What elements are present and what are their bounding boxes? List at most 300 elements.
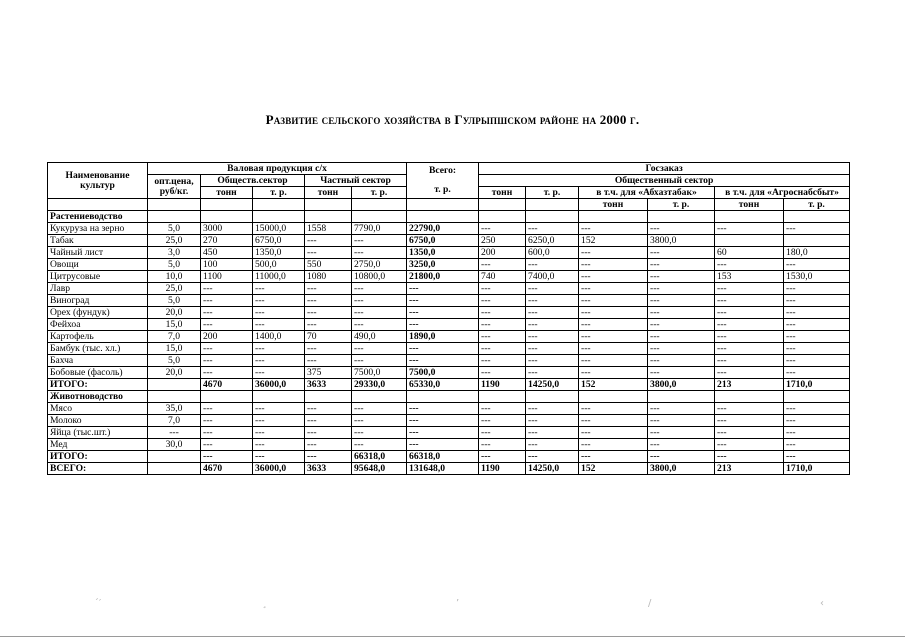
row-cell: --- [352, 439, 407, 451]
row-cell: --- [201, 415, 253, 427]
row-cell: --- [479, 319, 526, 331]
row-name: Картофель [48, 331, 148, 343]
row-cell: 2750,0 [352, 259, 407, 271]
row-cell: --- [715, 403, 784, 415]
empty-cell [715, 391, 784, 403]
row-cell: --- [201, 451, 253, 463]
row-cell: 36000,0 [253, 379, 305, 391]
row-cell: 500,0 [253, 259, 305, 271]
scan-artifact-mark: ’ [456, 598, 460, 609]
row-cell: --- [479, 427, 526, 439]
row-name: Виноград [48, 295, 148, 307]
header-public-tons: тонн [201, 187, 253, 199]
row-cell: 21800,0 [407, 271, 479, 283]
row-cell: --- [648, 283, 715, 295]
empty-cell [784, 391, 850, 403]
row-cell: --- [715, 223, 784, 235]
row-cell: --- [784, 223, 850, 235]
row-cell: --- [715, 343, 784, 355]
row-cell: --- [479, 283, 526, 295]
row-cell: 66318,0 [407, 451, 479, 463]
row-cell: --- [407, 427, 479, 439]
row-cell: 1890,0 [407, 331, 479, 343]
row-cell: 5,0 [148, 223, 201, 235]
row-cell: --- [305, 235, 352, 247]
row-cell: --- [526, 355, 579, 367]
row-cell: 152 [579, 379, 648, 391]
row-cell: 450 [201, 247, 253, 259]
row-cell: 250 [479, 235, 526, 247]
table-row [48, 235, 850, 247]
row-cell: --- [253, 295, 305, 307]
row-cell: --- [715, 319, 784, 331]
row-cell: 3800,0 [648, 235, 715, 247]
header-agro-tr: т. р. [784, 199, 850, 211]
row-cell [148, 463, 201, 475]
row-cell: --- [352, 235, 407, 247]
row-cell: --- [648, 451, 715, 463]
row-cell: --- [407, 343, 479, 355]
empty-cell [352, 391, 407, 403]
row-cell: 3000 [201, 223, 253, 235]
row-cell: --- [201, 343, 253, 355]
row-cell: --- [201, 295, 253, 307]
header-incl-agro: в т.ч. для «Агроснабсбыт» [715, 187, 850, 199]
row-cell [148, 451, 201, 463]
row-cell: --- [526, 403, 579, 415]
row-cell: --- [201, 367, 253, 379]
row-cell: 6750,0 [253, 235, 305, 247]
row-cell: 1100 [201, 271, 253, 283]
row-cell: --- [715, 307, 784, 319]
row-cell: --- [479, 259, 526, 271]
row-cell: --- [526, 427, 579, 439]
row-cell: --- [648, 403, 715, 415]
table-row [48, 295, 850, 307]
row-cell: --- [526, 319, 579, 331]
table-row [48, 355, 850, 367]
scan-artifact-mark: ¸ [262, 598, 267, 609]
row-cell: --- [201, 319, 253, 331]
row-cell: 180,0 [784, 247, 850, 259]
table-row [48, 331, 850, 343]
row-cell: 3633 [305, 463, 352, 475]
row-cell: --- [305, 427, 352, 439]
row-cell: --- [305, 307, 352, 319]
row-cell: --- [407, 283, 479, 295]
row-cell: --- [407, 295, 479, 307]
row-name: ИТОГО: [48, 379, 148, 391]
row-cell: --- [579, 319, 648, 331]
row-cell: --- [648, 271, 715, 283]
row-cell: --- [407, 439, 479, 451]
row-cell: 6750,0 [407, 235, 479, 247]
row-cell: --- [352, 247, 407, 259]
row-cell: 3800,0 [648, 379, 715, 391]
row-cell: 200 [479, 247, 526, 259]
row-cell: --- [784, 331, 850, 343]
row-cell: 7790,0 [352, 223, 407, 235]
row-cell: --- [579, 415, 648, 427]
row-cell: 153 [715, 271, 784, 283]
empty-cell [352, 211, 407, 223]
row-cell: --- [352, 427, 407, 439]
row-cell: --- [715, 355, 784, 367]
row-cell: --- [407, 415, 479, 427]
row-cell: --- [715, 367, 784, 379]
row-cell: --- [253, 283, 305, 295]
header-public-sector: Обществ.сектор [201, 175, 305, 187]
row-cell: --- [526, 283, 579, 295]
empty-cell [253, 211, 305, 223]
empty-cell [407, 391, 479, 403]
row-cell: 60 [715, 247, 784, 259]
row-cell: --- [784, 283, 850, 295]
row-cell: 5,0 [148, 259, 201, 271]
row-cell: --- [526, 451, 579, 463]
row-cell: --- [784, 451, 850, 463]
row-cell: --- [526, 307, 579, 319]
row-cell: 4670 [201, 463, 253, 475]
row-cell: --- [407, 355, 479, 367]
row-cell: --- [253, 355, 305, 367]
row-cell: 35,0 [148, 403, 201, 415]
row-cell: 740 [479, 271, 526, 283]
empty-cell [201, 211, 253, 223]
header-row-4 [48, 199, 850, 211]
row-cell: 15,0 [148, 343, 201, 355]
row-cell: --- [479, 403, 526, 415]
row-cell: --- [526, 343, 579, 355]
row-cell: --- [526, 367, 579, 379]
row-cell: --- [479, 439, 526, 451]
empty-cell [201, 391, 253, 403]
row-name: Бахча [48, 355, 148, 367]
empty-cell [526, 211, 579, 223]
empty-cell [715, 211, 784, 223]
row-cell: 20,0 [148, 367, 201, 379]
row-cell: --- [479, 223, 526, 235]
row-cell: --- [201, 283, 253, 295]
empty-cell [526, 391, 579, 403]
row-name: Молоко [48, 415, 148, 427]
row-cell: --- [479, 307, 526, 319]
scan-artifact-mark: ‹ [820, 598, 824, 609]
row-cell: --- [352, 283, 407, 295]
row-cell: --- [648, 343, 715, 355]
row-cell: --- [305, 439, 352, 451]
header-gross: Валовая продукция с/х [148, 163, 407, 175]
row-name: Мясо [48, 403, 148, 415]
empty-cell [784, 211, 850, 223]
row-cell: 14250,0 [526, 379, 579, 391]
header-abkhaz-tr: т. р. [648, 199, 715, 211]
row-cell: 270 [201, 235, 253, 247]
row-cell: --- [784, 307, 850, 319]
header-state-tons: тонн [479, 187, 526, 199]
row-cell: 490,0 [352, 331, 407, 343]
row-cell: --- [715, 451, 784, 463]
row-cell: --- [715, 415, 784, 427]
row-cell: --- [253, 451, 305, 463]
row-cell: --- [526, 439, 579, 451]
row-cell [784, 235, 850, 247]
row-cell: --- [201, 427, 253, 439]
row-cell: 200 [201, 331, 253, 343]
row-cell: --- [253, 319, 305, 331]
row-cell: --- [715, 427, 784, 439]
header-state-order: Госзаказ [479, 163, 850, 175]
row-cell: 1190 [479, 463, 526, 475]
empty-cell [479, 391, 526, 403]
row-cell: --- [784, 415, 850, 427]
row-cell: 1710,0 [784, 379, 850, 391]
table-row [48, 247, 850, 259]
row-cell: --- [579, 367, 648, 379]
table-body [48, 163, 850, 475]
row-cell: --- [784, 355, 850, 367]
row-cell: 22790,0 [407, 223, 479, 235]
row-cell [148, 379, 201, 391]
row-cell: --- [579, 331, 648, 343]
row-cell: 1530,0 [784, 271, 850, 283]
header-public-tr: т. р. [253, 187, 305, 199]
row-cell: --- [579, 259, 648, 271]
row-cell: 1558 [305, 223, 352, 235]
total-row [48, 463, 850, 475]
row-cell: 3,0 [148, 247, 201, 259]
row-cell: 5,0 [148, 295, 201, 307]
row-cell: 1350,0 [253, 247, 305, 259]
row-cell: --- [579, 295, 648, 307]
row-cell: --- [201, 439, 253, 451]
row-cell: --- [479, 331, 526, 343]
row-cell: --- [579, 223, 648, 235]
row-cell: --- [648, 415, 715, 427]
row-cell: --- [648, 295, 715, 307]
row-cell: --- [352, 307, 407, 319]
row-cell: 1400,0 [253, 331, 305, 343]
row-cell: --- [526, 295, 579, 307]
row-cell: 3800,0 [648, 463, 715, 475]
section-row [48, 391, 850, 403]
row-cell: --- [352, 343, 407, 355]
row-cell: --- [253, 343, 305, 355]
row-cell: --- [352, 355, 407, 367]
empty-cell [305, 391, 352, 403]
header-row-1 [48, 163, 850, 175]
header-abkhaz-tons: тонн [579, 199, 648, 211]
row-cell: 14250,0 [526, 463, 579, 475]
row-cell: --- [479, 295, 526, 307]
row-cell: --- [784, 439, 850, 451]
row-cell: --- [715, 283, 784, 295]
row-cell: --- [201, 307, 253, 319]
empty-cell [648, 391, 715, 403]
row-cell: 4670 [201, 379, 253, 391]
row-cell: --- [579, 355, 648, 367]
empty-cell [253, 391, 305, 403]
row-cell: 29330,0 [352, 379, 407, 391]
row-cell: 36000,0 [253, 463, 305, 475]
row-cell: --- [253, 307, 305, 319]
row-cell: 7500,0 [407, 367, 479, 379]
row-cell: --- [648, 247, 715, 259]
row-cell: --- [784, 343, 850, 355]
row-cell: --- [407, 319, 479, 331]
row-name: Бобовые (фасоль) [48, 367, 148, 379]
row-cell: --- [526, 415, 579, 427]
row-cell: --- [579, 271, 648, 283]
row-cell: 20,0 [148, 307, 201, 319]
row-cell: --- [526, 259, 579, 271]
row-cell: --- [579, 439, 648, 451]
row-cell: 65330,0 [407, 379, 479, 391]
row-cell: --- [148, 427, 201, 439]
row-cell: --- [715, 259, 784, 271]
row-cell: --- [479, 343, 526, 355]
row-cell: --- [784, 319, 850, 331]
row-cell: 66318,0 [352, 451, 407, 463]
row-cell: --- [305, 319, 352, 331]
row-name: ВСЕГО: [48, 463, 148, 475]
empty-cell [148, 391, 201, 403]
row-cell: --- [352, 415, 407, 427]
row-cell: --- [784, 403, 850, 415]
row-cell: --- [579, 451, 648, 463]
row-cell: --- [407, 403, 479, 415]
row-cell: --- [648, 259, 715, 271]
row-cell: --- [526, 331, 579, 343]
row-cell: --- [407, 307, 479, 319]
row-cell: --- [479, 355, 526, 367]
scan-edge-line [0, 636, 905, 637]
row-cell: --- [201, 355, 253, 367]
empty-cell [579, 391, 648, 403]
row-cell: 70 [305, 331, 352, 343]
row-cell: --- [305, 451, 352, 463]
row-cell: --- [526, 223, 579, 235]
empty-cell [148, 211, 201, 223]
row-cell: --- [648, 223, 715, 235]
row-cell: --- [784, 367, 850, 379]
row-cell: --- [352, 295, 407, 307]
row-name: ИТОГО: [48, 451, 148, 463]
document-title: Развитие сельского хозяйства в Гулрыпшском районе на 2000 г. [265, 112, 640, 127]
row-cell: --- [784, 295, 850, 307]
header-culture: Наименование культур [48, 163, 148, 199]
row-cell: --- [648, 331, 715, 343]
row-cell: --- [579, 403, 648, 415]
table-row [48, 403, 850, 415]
row-cell: --- [715, 331, 784, 343]
empty-cell [305, 211, 352, 223]
row-cell: 152 [579, 463, 648, 475]
header-private-sector: Частный сектор [305, 175, 407, 187]
table-row [48, 319, 850, 331]
row-name: Табак [48, 235, 148, 247]
row-cell: 15000,0 [253, 223, 305, 235]
total-row [48, 379, 850, 391]
agriculture-table [47, 162, 850, 475]
row-cell: 550 [305, 259, 352, 271]
header-incl-abkhaz: в т.ч. для «Абхазтабак» [579, 187, 715, 199]
row-name: Мед [48, 439, 148, 451]
row-cell: --- [479, 415, 526, 427]
empty-cell [407, 211, 479, 223]
row-cell: --- [253, 427, 305, 439]
empty-cell [648, 211, 715, 223]
row-cell: --- [201, 403, 253, 415]
row-cell: --- [648, 355, 715, 367]
header-opt-price: опт.цена, руб/кг. [148, 175, 201, 199]
row-cell: --- [253, 439, 305, 451]
row-cell: --- [253, 367, 305, 379]
row-cell: 152 [579, 235, 648, 247]
row-cell: 30,0 [148, 439, 201, 451]
row-cell: --- [479, 451, 526, 463]
header-private-tr: т. р. [352, 187, 407, 199]
row-cell: 131648,0 [407, 463, 479, 475]
header-agro-tons: тонн [715, 199, 784, 211]
row-cell: --- [352, 319, 407, 331]
row-cell: 7500,0 [352, 367, 407, 379]
header-total: Всего: т. р. [407, 163, 479, 199]
section-row [48, 211, 850, 223]
row-name: Цитрусовые [48, 271, 148, 283]
row-name: Кукуруза на зерно [48, 223, 148, 235]
row-name: Фейхоа [48, 319, 148, 331]
row-cell: --- [305, 295, 352, 307]
row-cell: --- [648, 367, 715, 379]
row-cell: --- [715, 295, 784, 307]
row-name: Яйца (тыс.шт.) [48, 427, 148, 439]
row-cell: --- [648, 319, 715, 331]
row-cell: --- [479, 367, 526, 379]
header-private-tons: тонн [305, 187, 352, 199]
row-cell: --- [579, 283, 648, 295]
row-cell: --- [579, 427, 648, 439]
table-row [48, 415, 850, 427]
row-name: Бамбук (тыс. хл.) [48, 343, 148, 355]
row-cell: 100 [201, 259, 253, 271]
row-cell: --- [648, 439, 715, 451]
table-row [48, 343, 850, 355]
row-cell: 7,0 [148, 331, 201, 343]
row-cell: 6250,0 [526, 235, 579, 247]
row-cell: 1350,0 [407, 247, 479, 259]
row-cell: --- [305, 283, 352, 295]
row-cell: --- [253, 415, 305, 427]
row-cell: 213 [715, 379, 784, 391]
row-cell: 11000,0 [253, 271, 305, 283]
row-cell: --- [648, 427, 715, 439]
row-cell: 95648,0 [352, 463, 407, 475]
row-cell: 15,0 [148, 319, 201, 331]
table-row [48, 427, 850, 439]
row-cell: 25,0 [148, 235, 201, 247]
row-cell: 600,0 [526, 247, 579, 259]
row-cell: 5,0 [148, 355, 201, 367]
row-cell: 10,0 [148, 271, 201, 283]
row-cell: --- [305, 247, 352, 259]
row-name: Овощи [48, 259, 148, 271]
row-cell: --- [305, 355, 352, 367]
scan-artifact-mark: / [648, 598, 652, 609]
row-cell: 25,0 [148, 283, 201, 295]
table-row [48, 259, 850, 271]
table-row [48, 307, 850, 319]
